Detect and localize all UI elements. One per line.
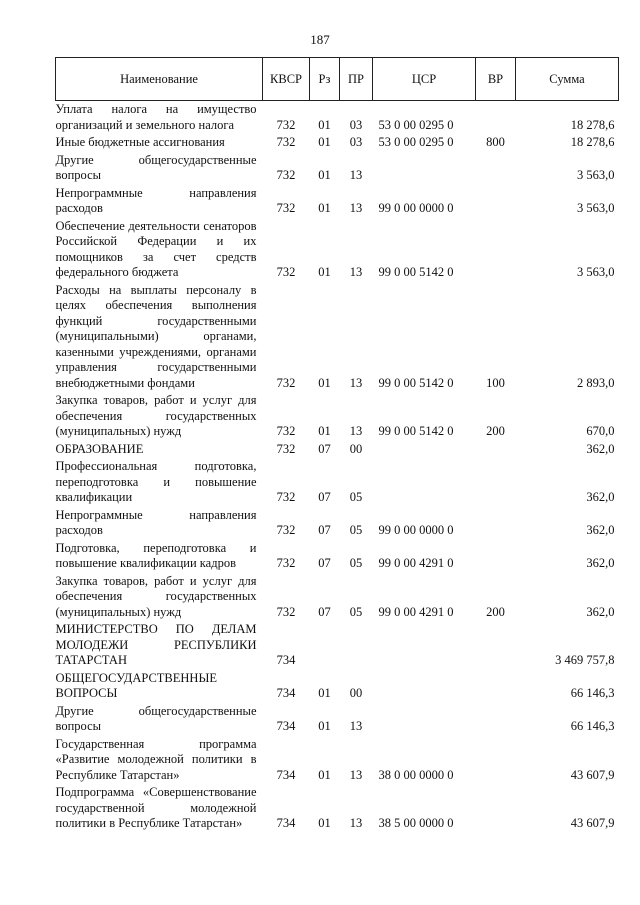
cell-name: ОБРАЗОВАНИЕ — [55, 441, 144, 456]
cell-pr — [340, 621, 373, 670]
table-row — [56, 621, 619, 670]
cell-csr — [373, 152, 476, 185]
cell-sum: 362,0 — [586, 490, 615, 504]
header-kvsr: КВСР — [263, 58, 310, 101]
cell-pr: 13 — [349, 816, 363, 830]
cell-vr — [476, 784, 516, 833]
cell-name: Подпрограмма «Совершенствование государственной молодежной политики в Республике Татарстан» — [55, 785, 257, 830]
cell-kvsr: 732 — [276, 375, 296, 390]
cell-rz: 01 — [318, 135, 331, 149]
cell-vr: 200 — [486, 424, 505, 438]
cell-rz: 07 — [318, 523, 331, 537]
cell-pr: 05 — [349, 604, 363, 619]
cell-pr: 13 — [349, 767, 363, 782]
cell-vr: 800 — [486, 135, 505, 149]
table-row — [56, 218, 619, 282]
cell-sum: 18 278,6 — [570, 135, 615, 149]
table-row — [56, 540, 619, 573]
cell-kvsr: 732 — [276, 556, 296, 570]
table-row — [56, 101, 619, 135]
cell-csr: 99 0 00 5142 0 — [378, 265, 454, 279]
cell-sum: 3 563,0 — [577, 201, 615, 215]
cell-vr — [476, 441, 516, 459]
cell-rz: 01 — [318, 201, 331, 215]
header-rz: Рз — [310, 58, 340, 101]
cell-kvsr: 734 — [276, 816, 296, 830]
cell-kvsr: 732 — [276, 168, 296, 182]
cell-vr — [476, 458, 516, 507]
cell-vr — [476, 621, 516, 670]
table-body — [56, 101, 619, 833]
table-row — [56, 573, 619, 622]
cell-rz: 01 — [318, 265, 331, 279]
cell-csr — [373, 458, 476, 507]
header-sum: Сумма — [516, 58, 619, 101]
cell-csr — [373, 703, 476, 736]
cell-name: Профессиональная подготовка, переподготовка и повышение квалификации — [55, 459, 257, 504]
table-row — [56, 784, 619, 833]
cell-rz: 07 — [318, 604, 331, 619]
budget-table — [55, 57, 619, 833]
cell-vr — [476, 507, 516, 540]
cell-name: Обеспечение деятельности сенаторов Российской Федерации и их помощников за счет средств федерального бюджета — [55, 218, 257, 279]
header-csr: ЦСР — [373, 58, 476, 101]
cell-pr: 03 — [349, 117, 363, 132]
cell-csr: 99 0 00 0000 0 — [378, 523, 454, 537]
cell-csr: 53 0 00 0295 0 — [378, 135, 454, 149]
cell-sum: 362,0 — [586, 556, 615, 570]
cell-kvsr: 732 — [276, 135, 296, 149]
table-row — [56, 152, 619, 185]
table-row — [56, 392, 619, 441]
table-row — [56, 282, 619, 393]
cell-pr: 13 — [349, 201, 363, 215]
cell-kvsr: 732 — [276, 265, 296, 279]
cell-kvsr: 732 — [276, 201, 296, 215]
cell-name: Другие общегосударственные вопросы — [55, 703, 257, 733]
cell-name: Непрограммные направления расходов — [55, 185, 257, 215]
cell-csr: 99 0 00 4291 0 — [378, 556, 454, 570]
cell-csr: 99 0 00 0000 0 — [378, 201, 454, 215]
header-name: Наименование — [56, 58, 263, 101]
cell-rz: 07 — [318, 556, 331, 570]
cell-vr — [476, 218, 516, 282]
cell-kvsr: 732 — [276, 441, 296, 456]
cell-rz: 07 — [318, 490, 331, 504]
table-row — [56, 703, 619, 736]
cell-csr — [373, 441, 476, 459]
cell-name: Уплата налога на имущество организаций и земельного налога — [55, 102, 257, 132]
cell-name: ОБЩЕГОСУДАРСТВЕННЫЕ ВОПРОСЫ — [55, 670, 217, 700]
table-header-row — [56, 58, 619, 101]
cell-rz: 07 — [318, 441, 331, 456]
cell-vr: 200 — [486, 604, 505, 619]
cell-name: МИНИСТЕРСТВО ПО ДЕЛАМ МОЛОДЕЖИ РЕСПУБЛИКИ ТАТАРСТАН — [55, 622, 257, 667]
cell-sum: 3 469 757,8 — [555, 653, 615, 667]
cell-csr — [373, 621, 476, 670]
cell-rz: 01 — [318, 767, 331, 782]
cell-vr — [476, 185, 516, 218]
cell-pr: 03 — [349, 135, 363, 149]
cell-pr: 13 — [349, 424, 363, 438]
cell-sum: 670,0 — [586, 424, 615, 438]
cell-sum: 362,0 — [586, 604, 615, 619]
cell-sum: 2 893,0 — [577, 375, 615, 390]
cell-name: Иные бюджетные ассигнования — [55, 135, 225, 149]
cell-csr: 99 0 00 4291 0 — [378, 604, 454, 619]
cell-name: Подготовка, переподготовка и повышение квалификации кадров — [55, 540, 257, 570]
cell-kvsr: 732 — [276, 523, 296, 537]
cell-vr — [476, 540, 516, 573]
cell-csr: 99 0 00 5142 0 — [378, 424, 454, 438]
cell-csr: 99 0 00 5142 0 — [378, 375, 454, 390]
cell-pr: 05 — [349, 556, 363, 570]
header-pr: ПР — [340, 58, 373, 101]
cell-vr — [476, 703, 516, 736]
cell-sum: 43 607,9 — [570, 767, 615, 782]
cell-kvsr: 732 — [276, 117, 296, 132]
cell-vr — [476, 152, 516, 185]
cell-name: Расходы на выплаты персоналу в целях обеспечения выполнения функций государственными (муниципальными) органами, казенными учреждениями, органами управления государственными внебюджетными фондами — [55, 282, 257, 390]
cell-csr — [373, 670, 476, 703]
cell-csr: 38 0 00 0000 0 — [378, 767, 454, 782]
cell-rz: 01 — [318, 168, 331, 182]
cell-rz: 01 — [318, 686, 331, 700]
cell-sum: 18 278,6 — [570, 117, 615, 132]
cell-sum: 362,0 — [586, 523, 615, 537]
cell-pr: 05 — [349, 490, 363, 504]
cell-sum: 66 146,3 — [570, 686, 615, 700]
cell-vr — [476, 736, 516, 785]
page-number: 187 — [310, 32, 330, 47]
cell-vr: 100 — [486, 375, 505, 390]
cell-rz: 01 — [318, 375, 331, 390]
cell-pr: 13 — [349, 168, 363, 182]
cell-name: Государственная программа «Развитие молодежной политики в Республике Татарстан» — [55, 736, 257, 782]
cell-pr: 05 — [349, 523, 363, 537]
cell-sum: 66 146,3 — [570, 719, 615, 733]
cell-pr: 13 — [349, 719, 363, 733]
cell-kvsr: 732 — [276, 490, 296, 504]
cell-kvsr: 732 — [276, 424, 296, 438]
cell-rz: 01 — [318, 816, 331, 830]
header-vr: ВР — [476, 58, 516, 101]
table-row — [56, 736, 619, 785]
table-row — [56, 185, 619, 218]
cell-pr: 13 — [349, 375, 363, 390]
cell-vr — [476, 670, 516, 703]
cell-kvsr: 732 — [276, 604, 296, 619]
cell-name: Непрограммные направления расходов — [55, 507, 257, 537]
cell-kvsr: 734 — [276, 653, 296, 667]
cell-pr: 13 — [349, 265, 363, 279]
table-row — [56, 441, 619, 459]
cell-pr: 00 — [349, 686, 363, 700]
table-row — [56, 134, 619, 152]
cell-csr: 38 5 00 0000 0 — [378, 816, 454, 830]
cell-kvsr: 734 — [276, 686, 296, 700]
table-row — [56, 670, 619, 703]
cell-vr — [476, 101, 516, 135]
cell-rz: 01 — [318, 117, 331, 132]
table-row — [56, 507, 619, 540]
cell-sum: 3 563,0 — [577, 168, 615, 182]
cell-sum: 3 563,0 — [577, 265, 615, 279]
cell-rz: 01 — [318, 719, 331, 733]
cell-kvsr: 734 — [276, 719, 296, 733]
cell-pr: 00 — [349, 441, 363, 456]
cell-name: Закупка товаров, работ и услуг для обеспечения государственных (муниципальных) нужд — [55, 393, 257, 438]
cell-csr: 53 0 00 0295 0 — [378, 117, 454, 132]
cell-rz — [310, 621, 340, 670]
cell-name: Другие общегосударственные вопросы — [55, 152, 257, 182]
cell-name: Закупка товаров, работ и услуг для обеспечения государственных (муниципальных) нужд — [55, 573, 257, 619]
cell-sum: 362,0 — [586, 441, 615, 456]
table-row — [56, 458, 619, 507]
cell-rz: 01 — [318, 424, 331, 438]
cell-kvsr: 734 — [276, 767, 296, 782]
cell-sum: 43 607,9 — [570, 816, 615, 830]
